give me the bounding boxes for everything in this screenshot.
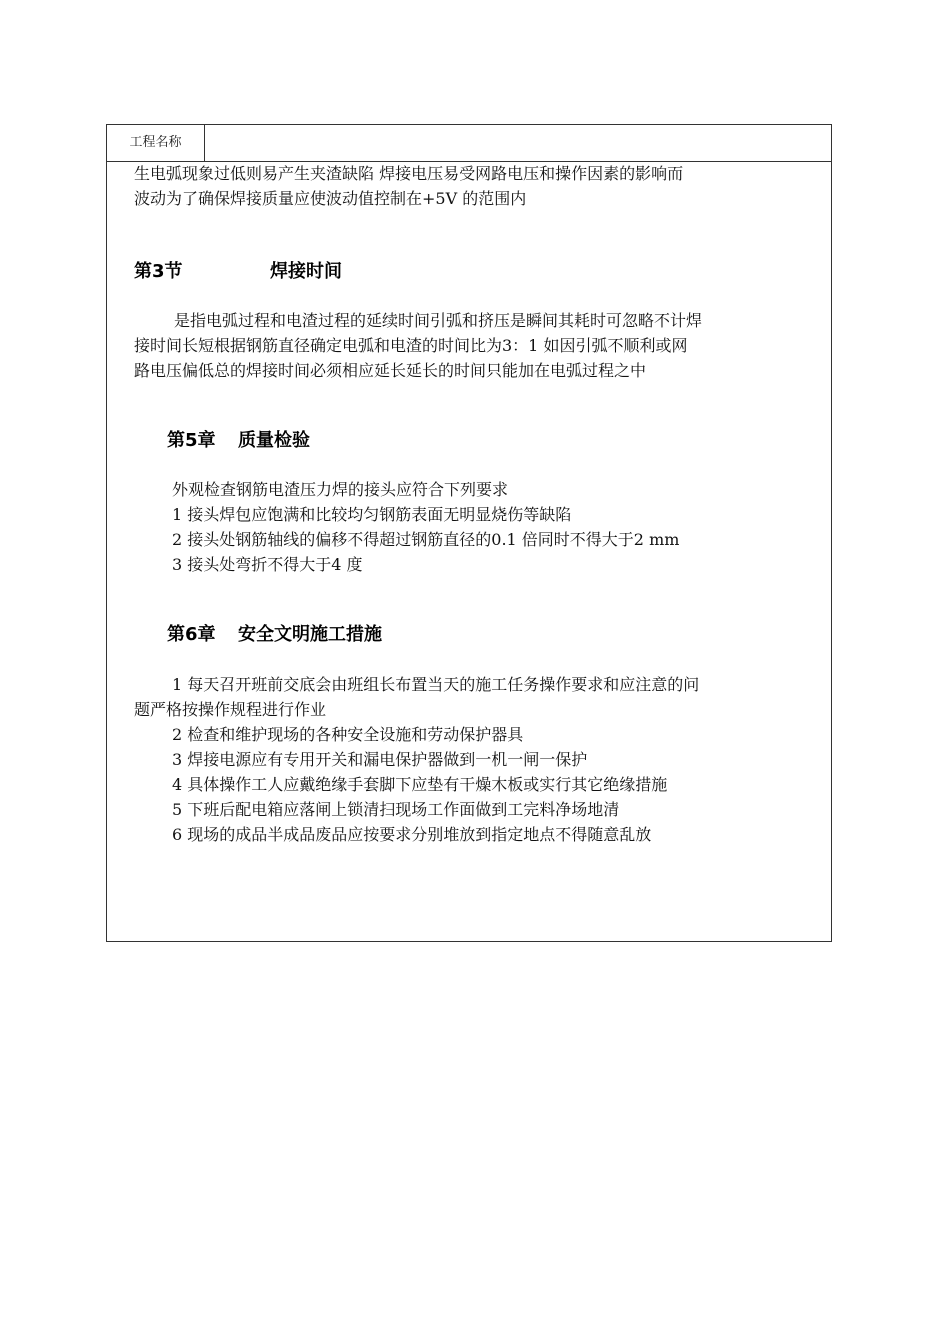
chapter-5-line: 2 接头处钢筋轴线的偏移不得超过钢筋直径的0.1 倍同时不得大于2 mm <box>172 530 680 549</box>
chapter-6-line: 6 现场的成品半成品废品应按要求分别堆放到指定地点不得随意乱放 <box>172 825 652 844</box>
chapter-6-line: 1 每天召开班前交底会由班组长布置当天的施工任务操作要求和应注意的问 <box>172 675 700 694</box>
intro-line: 波动为了确保焊接质量应使波动值控制在+5V 的范围内 <box>134 189 527 208</box>
chapter-6-heading <box>167 622 382 648</box>
chapter-6-number: 第6章 <box>167 624 216 645</box>
section-3-line: 接时间长短根据钢筋直径确定电弧和电渣的时间比为3：1 如因引弧不顺利或网 <box>134 336 688 355</box>
chapter-6-title: 安全文明施工措施 <box>238 624 382 645</box>
chapter-6-line: 题严格按操作规程进行作业 <box>134 700 327 719</box>
header-row <box>107 125 831 162</box>
document-body <box>107 162 831 942</box>
chapter-6-line: 4 具体操作工人应戴绝缘手套脚下应垫有干燥木板或实行其它绝缘措施 <box>172 775 668 794</box>
chapter-5-line: 外观检查钢筋电渣压力焊的接头应符合下列要求 <box>172 480 509 499</box>
chapter-6-line: 5 下班后配电箱应落闸上锁清扫现场工作面做到工完料净场地清 <box>172 800 620 819</box>
section-3-line: 是指电弧过程和电渣过程的延续时间引弧和挤压是瞬间其耗时可忽略不计焊 <box>174 311 703 330</box>
section-3-heading <box>134 259 342 285</box>
section-3-number: 第3节 <box>134 261 183 282</box>
section-3-line: 路电压偏低总的焊接时间必须相应延长延长的时间只能加在电弧过程之中 <box>134 361 647 380</box>
chapter-5-number: 第5章 <box>167 430 216 451</box>
document-table <box>106 124 832 942</box>
section-3-title: 焊接时间 <box>270 261 342 282</box>
chapter-6-line: 3 焊接电源应有专用开关和漏电保护器做到一机一闸一保护 <box>172 750 588 769</box>
chapter-5-heading <box>167 428 310 454</box>
chapter-6-line: 2 检查和维护现场的各种安全设施和劳动保护器具 <box>172 725 524 744</box>
chapter-5-line: 3 接头处弯折不得大于4 度 <box>172 555 363 574</box>
chapter-5-line: 1 接头焊包应饱满和比较均匀钢筋表面无明显烧伤等缺陷 <box>172 505 572 524</box>
intro-line: 生电弧现象过低则易产生夹渣缺陷 焊接电压易受网路电压和操作因素的影响而 <box>134 164 684 183</box>
chapter-5-title: 质量检验 <box>238 430 310 451</box>
project-name-label: 工程名称 <box>107 125 205 161</box>
project-name-value <box>205 125 831 161</box>
